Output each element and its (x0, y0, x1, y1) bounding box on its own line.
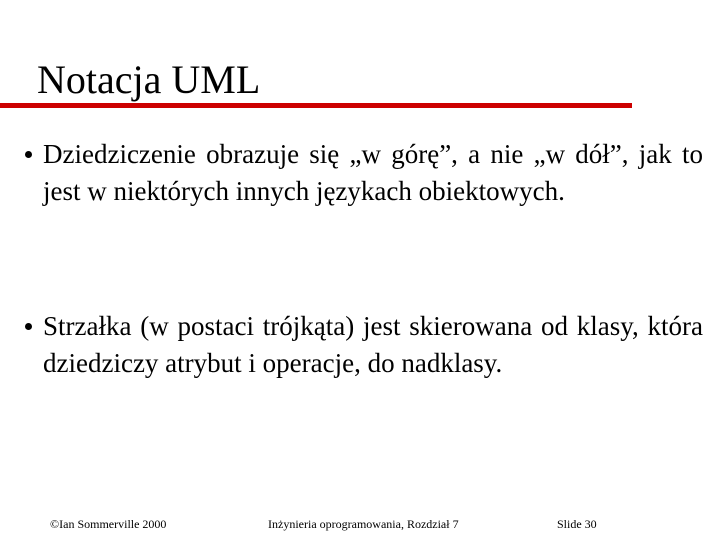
footer-slide-number: Slide 30 (557, 517, 597, 531)
slide-title: Notacja UML (37, 57, 261, 102)
bullet-text: Strzałka (w postaci trójkąta) jest skierowana od klasy, która dziedziczy atrybut i operacje, do nadklasy. (43, 311, 703, 378)
bullet-dot-icon (25, 151, 32, 158)
title-underline (0, 103, 632, 108)
footer-course: Inżynieria oprogramowania, Rozdział 7 (268, 517, 459, 531)
bullet-text: Dziedziczenie obrazuje się „w górę”, a nie „w dół”, jak to jest w niektórych innych językach obiektowych. (43, 139, 703, 206)
bullet-dot-icon (25, 323, 32, 330)
footer-copyright: ©Ian Sommerville 2000 (50, 517, 167, 531)
